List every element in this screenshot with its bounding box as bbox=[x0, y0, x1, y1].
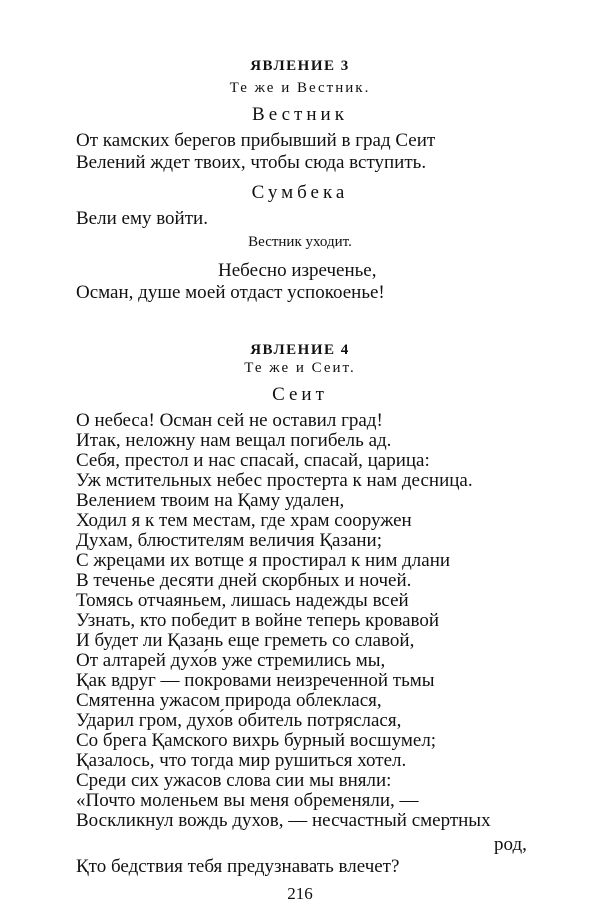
scene-3-title: ЯВЛЕНИЕ 3 bbox=[250, 58, 350, 74]
verse-line: Среди сих ужасов слова сии мы вняли: bbox=[76, 770, 392, 791]
verse-line: Себя, престол и нас спасай, спасай, царица: bbox=[76, 450, 430, 471]
verse-line: От камских берегов прибывший в град Сеит bbox=[76, 130, 436, 151]
verse-line-indented: Небесно изреченье, bbox=[218, 260, 377, 281]
verse-line: Воскликнул вождь духов, — несчастный смертных bbox=[76, 810, 491, 831]
speaker-sumbeka: Сумбека bbox=[251, 182, 349, 203]
exit-stage-direction: Вестник уходит. bbox=[248, 234, 352, 250]
verse-line: Велением твоим на Қаму удален, bbox=[76, 490, 345, 511]
verse-line: С жрецами их вотще я простирал к ним длани bbox=[76, 550, 451, 571]
verse-line: В теченье десяти дней скорбных и ночей. bbox=[76, 570, 412, 591]
verse-line: Ударил гром, духо́в обитель потряслася, bbox=[76, 710, 402, 731]
verse-line: Смятенна ужасом природа облеклася, bbox=[76, 690, 382, 711]
verse-line: Томясь отчаяньем, лишась надежды всей bbox=[76, 590, 409, 611]
verse-overflow-word: род, bbox=[494, 834, 527, 855]
verse-line: Итак, неложну нам вещал погибель ад. bbox=[76, 430, 392, 451]
verse-line: Осман, душе моей отдаст успокоенье! bbox=[76, 282, 385, 303]
verse-line: Қак вдруг — покровами неизреченной тьмы bbox=[76, 670, 435, 691]
verse-line: Узнать, кто победит в войне теперь кровавой bbox=[76, 610, 440, 631]
scene-4-title: ЯВЛЕНИЕ 4 bbox=[250, 342, 350, 358]
verse-line: Вели ему войти. bbox=[76, 208, 208, 229]
speaker-vestnik: Вестник bbox=[252, 104, 348, 125]
verse-line: О небеса! Осман сей не оставил град! bbox=[76, 410, 383, 431]
scene-3-stage-direction: Те же и Вестник. bbox=[229, 80, 371, 96]
verse-line: Уж мстительных небес простерта к нам десница. bbox=[76, 470, 473, 491]
page-number: 216 bbox=[287, 884, 313, 903]
verse-line: И будет ли Қазань еще греметь со славой, bbox=[76, 630, 415, 651]
verse-line: Қто бедствия тебя предузнавать влечет? bbox=[76, 856, 400, 877]
verse-line: Ходил я к тем местам, где храм сооружен bbox=[76, 510, 412, 531]
verse-line: Велений ждет твоих, чтобы сюда вступить. bbox=[76, 152, 427, 173]
scene-4-stage-direction: Те же и Сеит. bbox=[244, 360, 356, 376]
verse-line: От алтарей духо́в уже стремились мы, bbox=[76, 650, 386, 671]
verse-line: Духам, блюстителям величия Қазани; bbox=[76, 530, 382, 551]
verse-line: «Почто моленьем вы меня обременяли, — bbox=[76, 790, 419, 811]
verse-line: Қазалось, что тогда мир рушиться хотел. bbox=[76, 750, 407, 771]
speaker-seit: Сеит bbox=[272, 384, 328, 405]
verse-line: Со брега Қамского вихрь бурный восшумел; bbox=[76, 730, 437, 751]
